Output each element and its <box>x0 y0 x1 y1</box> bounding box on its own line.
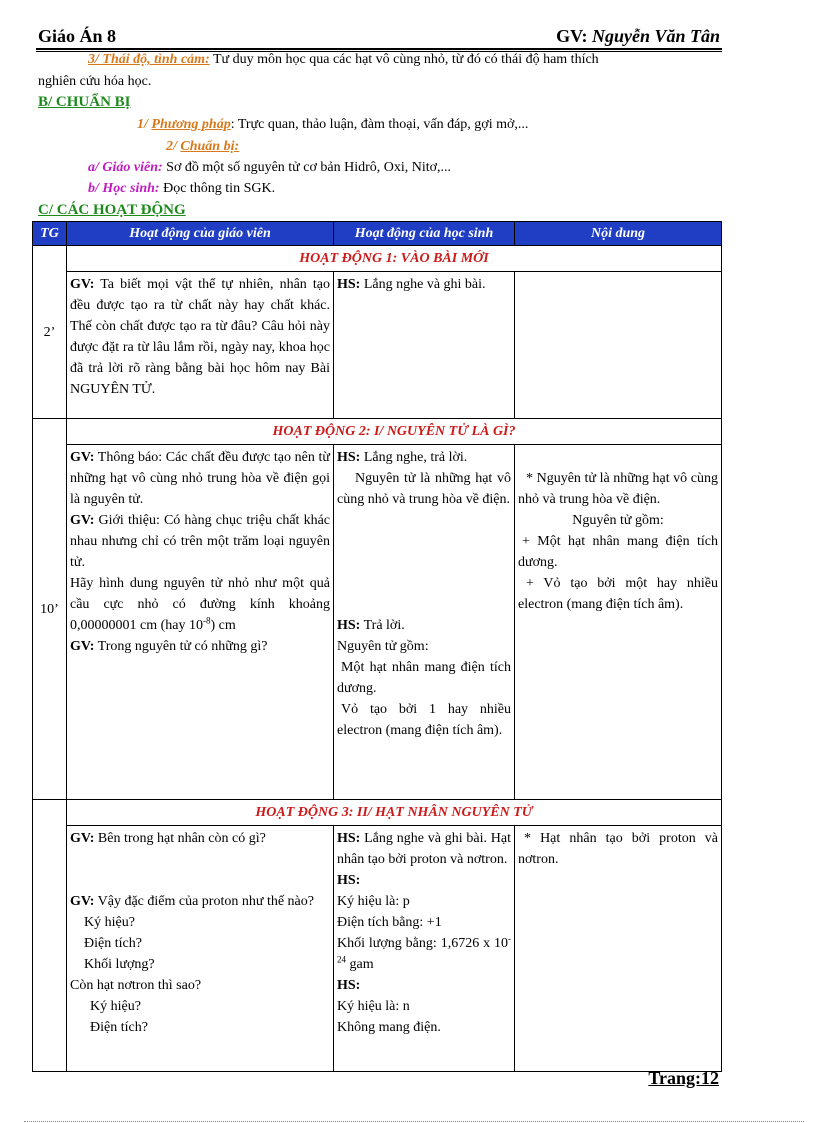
doc-title: Giáo Án 8 <box>38 26 117 46</box>
activity-1-name: VÀO BÀI MỚI <box>400 251 489 266</box>
text: Giới thiệu: Có hàng chục triệu chất khác nhau nhưng chỉ có trên một trăm loại nguyên tử. <box>70 513 330 570</box>
teacher-credit <box>556 26 720 47</box>
activity-3-row <box>33 826 722 1072</box>
proton-mass <box>337 933 511 975</box>
activity-1-student-text: Lắng nghe và ghi bài. <box>360 277 486 292</box>
text: Lắng nghe và ghi bài. Hạt nhân tạo bởi proton và nơtron. <box>337 831 511 867</box>
activity-2-student-p1 <box>337 447 511 468</box>
hs-label: HS: <box>337 873 361 888</box>
text: Trả lời. <box>360 618 405 633</box>
hs-label: HS: <box>337 450 361 465</box>
prep-line <box>166 139 239 155</box>
activity-2-teacher-p2 <box>70 510 330 573</box>
activity-2-content-p4: + Vỏ tạo bởi một hay nhiều electron (mang điện tích âm). <box>518 576 718 612</box>
activity-3-teacher-p2 <box>70 891 330 912</box>
activity-3-time <box>33 800 67 1072</box>
method-text: : Trực quan, thảo luận, đàm thoại, vấn đáp, gợi mở,... <box>230 117 529 132</box>
activity-3-teacher <box>67 826 334 1072</box>
activity-2-student-p4: Nguyên tử gồm: <box>337 639 429 654</box>
teacher-prep-line <box>88 160 451 176</box>
activity-2-title-row <box>33 419 722 445</box>
text: Vậy đặc điểm của proton như thế nào? <box>94 894 314 909</box>
text: Khối lượng bằng: 1,6726 x 10 <box>337 936 508 951</box>
gv-label: GV: <box>70 277 95 292</box>
gv-label: GV: <box>70 831 95 846</box>
activity-2-student-p2: Nguyên tử là những hạt vô cùng nhỏ và trung hòa về điện. <box>337 471 511 507</box>
activity-1-teacher-text: Ta biết mọi vật thể tự nhiên, nhân tạo đều được tạo ra từ chất này hay chất khác. Thế còn chất được tạo ra từ đâu? Câu hỏi này được đặt ra từ lâu lắm rồi, ngày nay, khoa học đã trả lời rõ ràng bằng bài học hôm nay Bài NGUYÊN TỬ. <box>70 277 330 397</box>
gv-label: GV: <box>70 894 95 909</box>
activity-2-prefix: HOẠT ĐỘNG 2: <box>272 424 371 439</box>
activity-2-student <box>334 445 515 800</box>
lesson-plan-table <box>32 221 722 1072</box>
spacer <box>70 849 330 891</box>
activity-3-title-row <box>33 800 722 826</box>
proton-charge: Điện tích bằng: +1 <box>337 915 442 930</box>
gv-label: GV: <box>70 513 95 528</box>
activity-2-student-p6: Vỏ tạo bởi 1 hay nhiều electron (mang điện tích âm). <box>337 702 511 738</box>
activity-2-content-p2: Nguyên tử gồm: <box>572 513 664 528</box>
text: ) cm <box>210 618 236 633</box>
activity-3-name: II/ HẠT NHÂN NGUYÊN TỬ <box>356 805 533 820</box>
activity-1-title <box>67 246 722 272</box>
spacer <box>518 447 718 468</box>
teacher-name: Nguyễn Văn Tân <box>591 26 720 46</box>
student-prep-text: Đọc thông tin SGK. <box>159 181 276 196</box>
col-header-student: Hoạt động của học sinh <box>334 222 515 246</box>
page-number: Trang:12 <box>648 1068 719 1088</box>
bottom-dotted-rule <box>24 1121 804 1122</box>
activity-3-student <box>334 826 515 1072</box>
hs-label: HS: <box>337 978 361 993</box>
section-c-heading: C/ CÁC HOẠT ĐỘNG <box>38 202 186 218</box>
activity-2-teacher-p1 <box>70 447 330 510</box>
activity-2-teacher-p3 <box>70 573 330 636</box>
activity-3-teacher-p1 <box>70 828 330 849</box>
activity-2-student-p3 <box>337 615 511 636</box>
question-symbol-n: Ký hiệu? <box>90 999 141 1014</box>
neutron-symbol: Ký hiệu là: n <box>337 999 410 1014</box>
activity-1-time: 2’ <box>33 246 67 419</box>
activity-3-teacher-p3: Còn hạt nơtron thì sao? <box>70 978 202 993</box>
text: Trong nguyên tử có những gì? <box>94 639 268 654</box>
student-prep-line <box>88 181 275 197</box>
col-header-time: TG <box>33 222 67 246</box>
activity-3-content <box>515 826 722 1072</box>
text: Bên trong hạt nhân còn có gì? <box>94 831 266 846</box>
teacher-prep-label: a/ Giáo viên: <box>88 160 163 175</box>
activity-2-content-p3: + Một hạt nhân mang điện tích dương. <box>518 534 718 570</box>
col-header-content: Nội dung <box>515 222 722 246</box>
activity-2-teacher-p4 <box>70 636 330 657</box>
activity-1-row <box>33 272 722 419</box>
question-mass: Khối lượng? <box>84 957 155 972</box>
table-header-row <box>33 222 722 246</box>
teacher-label: GV: <box>556 26 588 46</box>
text: Hãy hình dung nguyên tử nhỏ như một quả cầu cực nhỏ có đường kính khoảng 0,00000001 cm (hay 10 <box>70 576 330 633</box>
activity-3-content-p1: * Hạt nhân tạo bởi proton và nơtron. <box>518 831 718 867</box>
question-symbol: Ký hiệu? <box>84 915 135 930</box>
activity-1-student <box>334 272 515 419</box>
text: Thông báo: Các chất đều được tạo nên từ những hạt vô cùng nhỏ trung hòa về điện gọi là nguyên tử. <box>70 450 330 507</box>
prep-label: Chuẩn bị: <box>180 139 240 154</box>
gv-label: GV: <box>70 639 95 654</box>
col-header-teacher: Hoạt động của giáo viên <box>67 222 334 246</box>
proton-symbol: Ký hiệu là: p <box>337 894 410 909</box>
question-charge-n: Điện tích? <box>90 1020 148 1035</box>
hs-label: HS: <box>337 277 361 292</box>
activity-2-name: I/ NGUYÊN TỬ LÀ GÌ? <box>373 424 516 439</box>
activity-2-content <box>515 445 722 800</box>
activity-1-teacher <box>67 272 334 419</box>
activity-2-title <box>67 419 722 445</box>
activity-2-time: 10’ <box>33 419 67 800</box>
activity-2-student-p5: Một hạt nhân mang điện tích dương. <box>337 660 511 696</box>
activity-1-prefix: HOẠT ĐỘNG 1: <box>299 251 398 266</box>
hs-label: HS: <box>337 831 361 846</box>
activity-1-title-row <box>33 246 722 272</box>
method-line <box>137 117 528 133</box>
exponent: -8 <box>202 615 211 626</box>
student-prep-label: b/ Học sinh: <box>88 181 160 196</box>
hs-label: HS: <box>337 618 361 633</box>
activity-2-content-p1: * Nguyên tử là những hạt vô cùng nhỏ và trung hòa về điện. <box>518 471 718 507</box>
exponent: -24 <box>337 933 511 965</box>
activity-1-content <box>515 272 722 419</box>
attitude-line-2: nghiên cứu hóa học. <box>38 74 152 89</box>
activity-2-teacher <box>67 445 334 800</box>
attitude-label: 3/ Thái độ, tình cảm: <box>88 52 210 67</box>
text: Lắng nghe, trả lời. <box>360 450 468 465</box>
text: gam <box>346 957 374 972</box>
teacher-prep-text: Sơ đồ một số nguyên tử cơ bản Hidrô, Oxi, Nitơ,... <box>162 160 452 175</box>
activity-3-student-p1 <box>337 828 511 870</box>
spacer <box>337 510 511 615</box>
method-number: 1/ <box>137 117 148 132</box>
activity-3-title <box>67 800 722 826</box>
activity-2-row <box>33 445 722 800</box>
prep-number: 2/ <box>166 139 177 154</box>
attitude-text: Tư duy môn học qua các hạt vô cùng nhỏ, từ đó có thái độ ham thích <box>209 52 599 67</box>
section-b-heading: B/ CHUẨN BỊ <box>38 94 131 110</box>
gv-label: GV: <box>70 450 95 465</box>
method-label: Phương pháp <box>151 117 231 132</box>
activity-3-prefix: HOẠT ĐỘNG 3: <box>255 805 354 820</box>
neutron-charge: Không mang điện. <box>337 1020 441 1035</box>
question-charge: Điện tích? <box>84 936 142 951</box>
attitude-line <box>88 52 599 68</box>
